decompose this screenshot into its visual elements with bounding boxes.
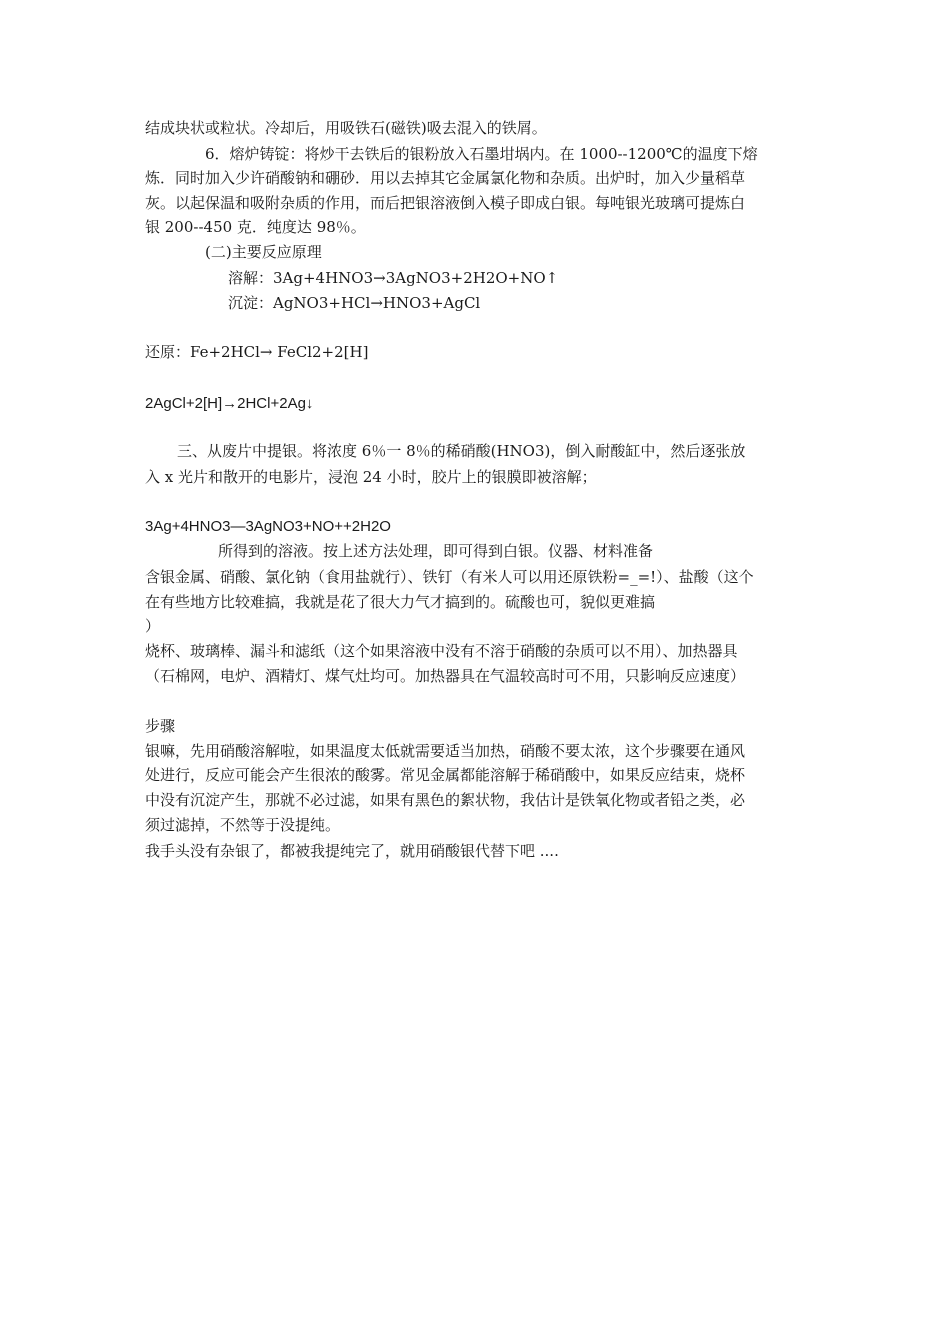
text-line-materials-3: ） bbox=[145, 617, 161, 635]
section-heading-steps: 步骤 bbox=[145, 717, 176, 735]
text-line-5: 银 200--450 克．纯度达 98％。 bbox=[145, 218, 366, 236]
section-heading-reactions: (二)主要反应原理 bbox=[205, 243, 322, 261]
text-line-4: 灰。以起保温和吸附杂质的作用，而后把银溶液倒入模子即成白银。每吨银光玻璃可提炼白 bbox=[145, 194, 746, 212]
text-line-section3-2: 入 x 光片和散开的电影片，浸泡 24 小时，胶片上的银膜即被溶解； bbox=[145, 468, 597, 486]
text-line-steps-3: 中没有沉淀产生，那就不必过滤，如果有黑色的絮状物，我估计是铁氧化物或者铅之类，必 bbox=[145, 791, 746, 809]
equation-dissolve: 溶解：3Ag+4HNO3→3AgNO3+2H2O+NO↑ bbox=[228, 269, 559, 287]
text-line-2: 6．熔炉铸锭：将炒干去铁后的银粉放入石墨坩埚内。在 1000--1200℃的温度下熔 bbox=[205, 145, 758, 163]
text-line-materials-1: 含银金属、硝酸、氯化钠（食用盐就行）、铁钉（有米人可以用还原铁粉=_=!）、盐酸（这个 bbox=[145, 568, 754, 586]
text-line-steps-2: 处进行，反应可能会产生很浓的酸雾。常见金属都能溶解于稀硝酸中，如果反应结束，烧杯 bbox=[145, 766, 746, 784]
equation-precipitate: 沉淀：AgNO3+HCl→HNO3+AgCl bbox=[228, 294, 481, 312]
text-line-equipment-1: 烧杯、玻璃棒、漏斗和滤纸（这个如果溶液中没有不溶于硝酸的杂质可以不用）、加热器具 bbox=[145, 642, 738, 660]
equation-reduce: 还原：Fe+2HCl→ FeCl2+2[H] bbox=[145, 343, 369, 361]
text-line-materials-2: 在有些地方比较难搞，我就是花了很大力气才搞到的。硫酸也可，貌似更难搞 bbox=[145, 593, 656, 611]
text-line-section3-1: 三、从废片中提银。将浓度 6％一 8％的稀硝酸(HNO3)，倒入耐酸缸中，然后逐张放 bbox=[177, 442, 746, 460]
text-line-3: 炼．同时加入少许硝酸钠和硼砂．用以去掉其它金属氯化物和杂质。出炉时，加入少量稻草 bbox=[145, 169, 746, 187]
text-line-steps-5: 我手头没有杂银了，都被我提纯完了，就用硝酸银代替下吧 .... bbox=[145, 842, 559, 860]
text-line-steps-1: 银嘛，先用硝酸溶解啦，如果温度太低就需要适当加热，硝酸不要太浓，这个步骤要在通风 bbox=[145, 742, 746, 760]
text-line-1: 结成块状或粒状。冷却后，用吸铁石(磁铁)吸去混入的铁屑。 bbox=[145, 119, 547, 137]
equation-silver: 2AgCl+2[H]→2HCl+2Ag↓ bbox=[145, 395, 314, 412]
text-line-steps-4: 须过滤掉，不然等于没提纯。 bbox=[145, 816, 341, 834]
text-line-solution: 所得到的溶液。按上述方法处理，即可得到白银。仪器、材料准备 bbox=[218, 542, 654, 560]
equation-film: 3Ag+4HNO3—3AgNO3+NO++2H2O bbox=[145, 518, 391, 535]
text-line-equipment-2: （石棉网，电炉、酒精灯、煤气灶均可。加热器具在气温较高时可不用，只影响反应速度） bbox=[145, 667, 746, 685]
